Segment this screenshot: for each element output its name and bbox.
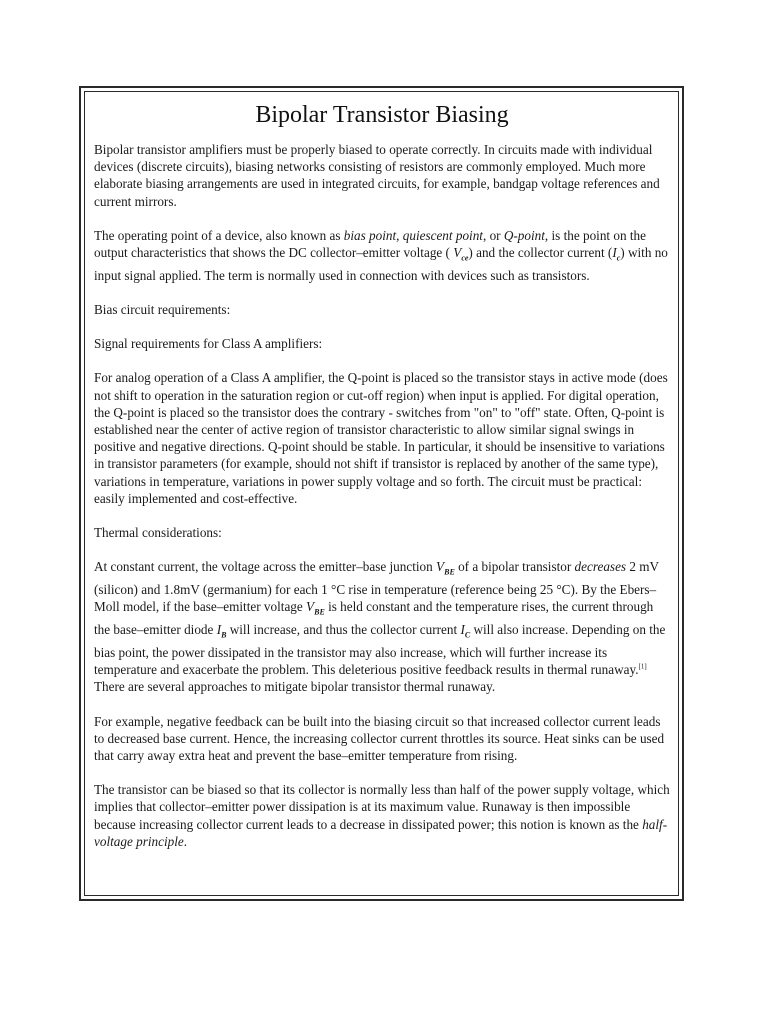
reference-link[interactable]: [1] <box>638 662 647 671</box>
paragraph-signal-requirements: Signal requirements for Class A amplifiers: <box>94 336 323 352</box>
page-title: Bipolar Transistor Biasing <box>255 102 509 128</box>
paragraph-thermal-heading: Thermal considerations: <box>94 525 222 541</box>
document-inner-border <box>84 91 679 896</box>
paragraph-bias-requirements: Bias circuit requirements: <box>94 302 231 318</box>
paragraph-thermal: At constant current, the voltage across the emitter–base junction $V_{BE}$ of a bipolar transistor decreases 2 mV (silicon) and 1.8mV (germanium) for each 1 °C rise in temperature (reference being 25 °C). By the Ebers–Moll model, if the base–emitter voltage $V_{BE}$ is held constant and the temperature rises, the current through the base–emitter diode $I_B$ will increase, and thus the collector current $I_C$ will also increase. Depending on the bias point, the power dissipated in the transistor may also increase, which will further increase its temperature and exacerbate the problem. This deleterious positive feedback results in thermal runaway.[1] There are several approaches to mitigate bipolar transistor thermal runaway. <box>94 559 666 695</box>
paragraph-negative-feedback: For example, negative feedback can be built into the biasing circuit so that increased collector current leads to decreased base current. Hence, the increasing collector current throttles its source. Heat sinks can be used that carry away extra heat and prevent the base–emitter temperature from rising. <box>94 713 665 764</box>
paragraph-operating-point: The operating point of a device, also known as bias point, quiescent point, or Q-point, is the point on the output characteristics that shows the DC collector–emitter voltage ( $V_{ce}$) and the collector current $(I_c)$ with no input signal applied. The term is normally used in connection with devices such as transistors. <box>94 227 668 283</box>
paragraph-class-a: For analog operation of a Class A amplifier, the Q-point is placed so the transistor stays in active mode (does not shift to operation in the saturation region or cut-off region) when input is applied. For digital operation, the Q-point is placed so the transistor does the contrary - switches from "on" to "off" state. Often, Q-point is established near the center of active region of transistor characteristic to allow similar signal swings in positive and negative directions. Q-point should be stable. In particular, it should be insensitive to variations in transistor parameters (for example, should not shift if transistor is replaced by another of the same type), variations in temperature, variations in power supply voltage and so forth. The circuit must be practical: easily implemented and cost-effective. <box>94 370 668 506</box>
document-page <box>79 86 684 901</box>
paragraph-intro: Bipolar transistor amplifiers must be properly biased to operate correctly. In circuits made with individual devices (discrete circuits), biasing networks consisting of resistors are commonly employed. Much more elaborate biasing arrangements are used in integrated circuits, for example, bandgap voltage references and current mirrors. <box>94 142 660 209</box>
paragraph-half-voltage: The transistor can be biased so that its collector is normally less than half of the power supply voltage, which implies that collector–emitter power dissipation is at its maximum value. Runaway is then impossible because increasing collector current leads to a decrease in dissipated power; this notion is known as the half-voltage principle. <box>94 782 670 849</box>
